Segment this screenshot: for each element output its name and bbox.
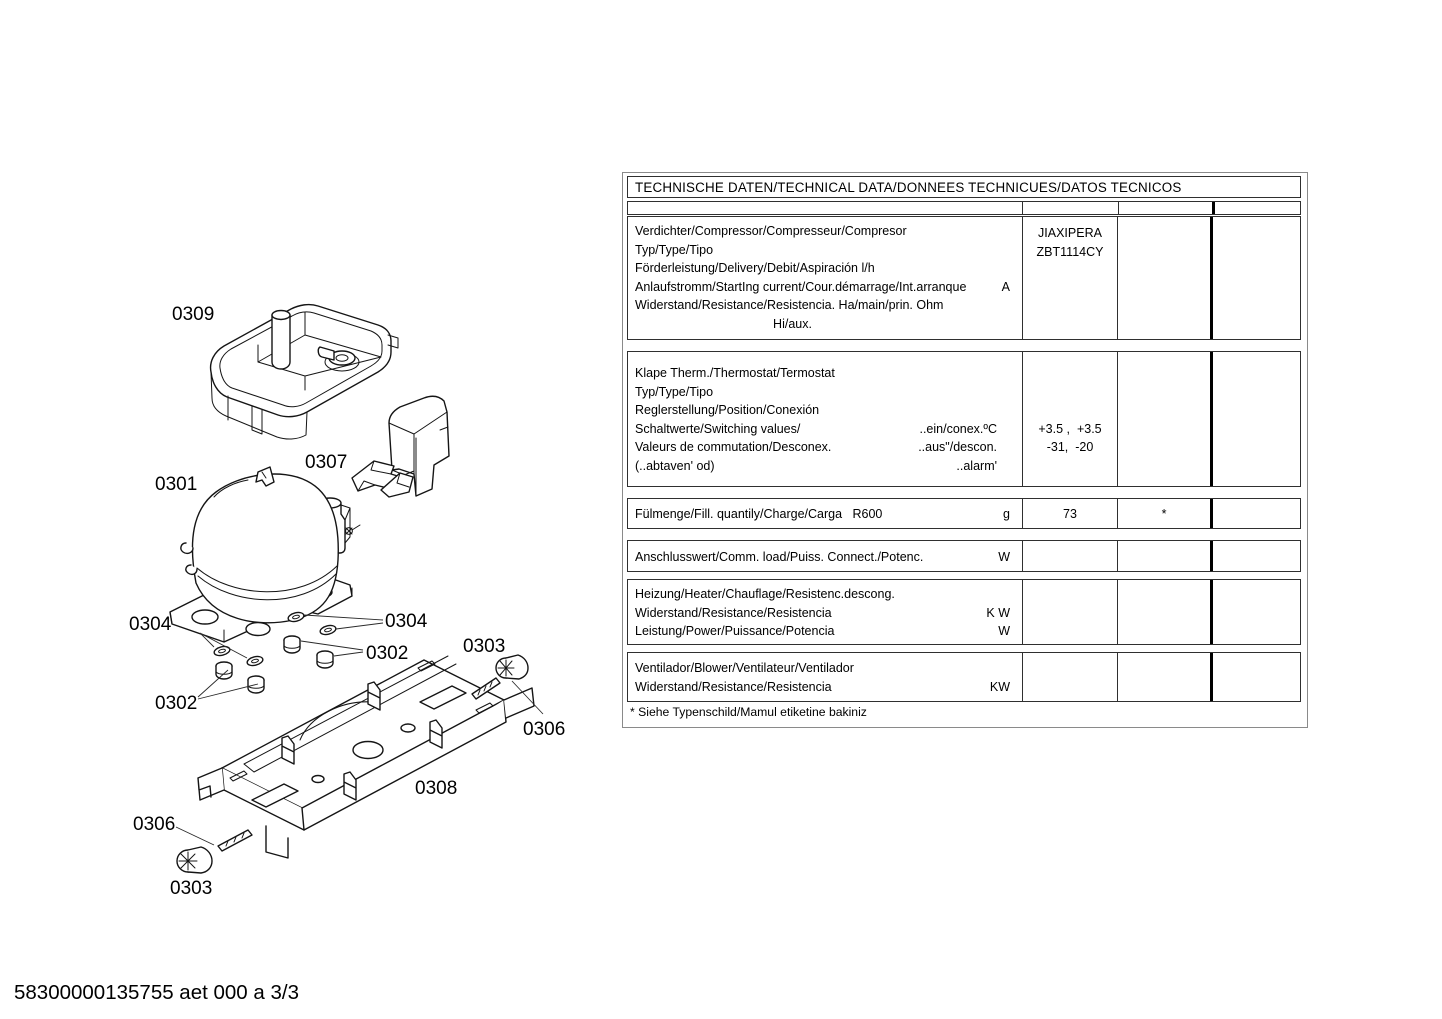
row-label: Valeurs de commutation/Desconex. [635, 440, 832, 455]
label-0308: 0308 [415, 778, 458, 799]
value-line [1023, 383, 1117, 402]
row-sublabel: ..aus"/descon. [918, 440, 997, 455]
row-label: Widerstand/Resistance/Resistencia. Ha/main/prin. Ohm [635, 298, 944, 313]
block-charge-desc [628, 499, 1022, 528]
row-label: Anlaufstromm/StartIng current/Cour.démarrage/Int.arranque [635, 279, 967, 294]
row-unit: KW [989, 679, 1010, 694]
block-heater-desc [628, 580, 1022, 644]
block-thermostat-desc [628, 352, 1022, 486]
table-block-load [627, 540, 1301, 572]
block-fan-desc [628, 653, 1022, 701]
block-charge-col3 [1210, 499, 1300, 528]
label-0306-left: 0306 [133, 814, 176, 835]
row-label: Typ/Type/Tipo [635, 242, 714, 257]
row-label: Fülmenge/Fill. quantily/Charge/Carga R600 [635, 507, 883, 521]
block-load-col2 [1117, 541, 1210, 571]
row-label: Heizung/Heater/Chauflage/Resistenc.descong. [635, 587, 895, 601]
value-line [1023, 364, 1117, 383]
row-sublabel: ..ein/conex.ºC [919, 421, 997, 436]
block-load-col1 [1022, 541, 1117, 571]
block-fan-col1 [1022, 653, 1117, 701]
row-unit: W [998, 550, 1010, 564]
row-label: Leistung/Power/Puissance/Potencia [635, 624, 835, 639]
row-label: (..abtaven' od) [635, 458, 715, 473]
block-compressor-desc [628, 217, 1022, 339]
value-line: JIAXIPERA [1038, 226, 1102, 240]
row-label: Anschlusswert/Comm. load/Puiss. Connect./Potenc. [635, 550, 924, 564]
label-0304-right: 0304 [385, 611, 428, 632]
row-label: Verdichter/Compressor/Compresseur/Compresor [635, 224, 907, 238]
table-block-thermostat [627, 351, 1301, 487]
value-line: 73 [1063, 507, 1077, 521]
row-label: Typ/Type/Tipo [635, 384, 714, 399]
header-cell-desc [628, 202, 1022, 214]
block-heater-col3 [1210, 580, 1300, 644]
row-label: Ventilador/Blower/Ventilateur/Ventilador [635, 661, 854, 675]
label-0309: 0309 [172, 304, 215, 325]
block-charge-note [1117, 499, 1210, 528]
block-fan-col3 [1210, 653, 1300, 701]
label-0306-right: 0306 [523, 719, 566, 740]
row-label: Widerstand/Resistance/Resistencia [635, 605, 832, 620]
part-bolt-clamp-left [177, 830, 252, 873]
value-line [1023, 401, 1117, 420]
row-unit: g [1003, 507, 1010, 521]
block-fan-col2 [1117, 653, 1210, 701]
block-compressor-value [1022, 217, 1117, 339]
table-footnote: * Siehe Typenschild/Mamul etiketine bakiniz [630, 705, 867, 719]
value-line: -31, -20 [1046, 440, 1094, 455]
row-unit: A [1001, 279, 1010, 294]
block-heater-col2 [1117, 580, 1210, 644]
header-cell-2 [1118, 202, 1212, 214]
block-thermostat-col2 [1117, 352, 1210, 486]
label-0303-top: 0303 [463, 636, 506, 657]
value-line: ZBT1114CY [1036, 244, 1104, 259]
value-line: +3.5 , +3.5 [1038, 421, 1102, 436]
block-compressor-col2 [1117, 217, 1210, 339]
table-block-heater [627, 579, 1301, 645]
part-drip-tray [211, 305, 398, 439]
block-load-col3 [1210, 541, 1300, 571]
row-label: Hi/aux. [773, 316, 812, 331]
block-thermostat-values [1022, 352, 1117, 486]
row-unit: K W [986, 605, 1010, 620]
block-thermostat-col3 [1210, 352, 1300, 486]
table-title: TECHNISCHE DATEN/TECHNICAL DATA/DONNEES TECHNICUES/DATOS TECNICOS [627, 176, 1301, 198]
block-heater-col1 [1022, 580, 1117, 644]
label-0304-left: 0304 [129, 614, 172, 635]
part-compressor [170, 467, 352, 642]
label-0303-bottom: 0303 [170, 878, 213, 899]
value-line: * [1161, 507, 1167, 521]
table-block-compressor [627, 216, 1301, 340]
row-label: Widerstand/Resistance/Resistencia [635, 679, 832, 694]
label-0301: 0301 [155, 474, 198, 495]
row-label: Klape Therm./Thermostat/Termostat [635, 366, 835, 380]
label-0302-right: 0302 [366, 643, 409, 664]
row-unit: W [998, 624, 1010, 639]
exploded-parts-diagram [0, 0, 620, 960]
label-0307: 0307 [305, 452, 348, 473]
label-0302-left: 0302 [155, 693, 198, 714]
table-header-empty-row [627, 201, 1301, 215]
header-cell-1 [1022, 202, 1118, 214]
part-bolt-clamp-right [472, 655, 528, 699]
document-number: 58300000135755 aet 000 a 3/3 [14, 981, 299, 1004]
row-label: Förderleistung/Delivery/Debit/Aspiración l/h [635, 261, 875, 276]
block-compressor-col3 [1210, 217, 1300, 339]
value-line [1023, 457, 1117, 476]
part-grommets [216, 636, 333, 693]
table-block-fan [627, 652, 1301, 702]
row-label: Reglerstellung/Position/Conexión [635, 403, 820, 418]
technical-data-table [622, 172, 1308, 728]
table-block-charge [627, 498, 1301, 529]
row-sublabel: ..alarm' [956, 458, 997, 473]
block-charge-value [1022, 499, 1117, 528]
row-label: Schaltwerte/Switching values/ [635, 421, 801, 436]
header-cell-3 [1212, 202, 1300, 214]
block-load-desc [628, 541, 1022, 571]
